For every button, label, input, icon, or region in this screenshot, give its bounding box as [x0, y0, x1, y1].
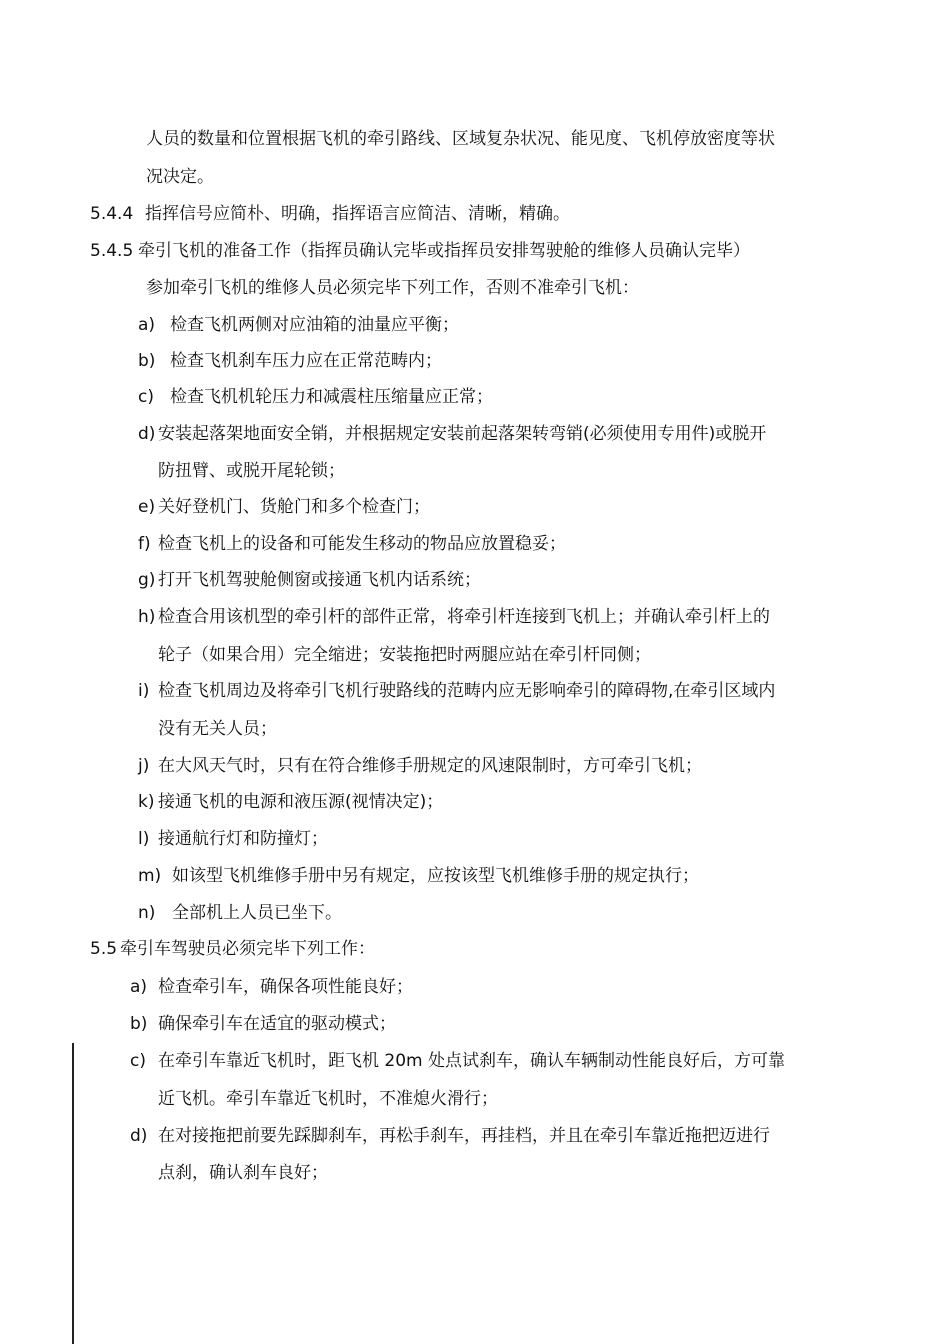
item-label: d)	[138, 424, 156, 444]
item-label: j)	[138, 756, 150, 776]
section-text: 牵引飞机的准备工作（指挥员确认完毕或指挥员安排驾驶舱的维修人员确认完毕）	[138, 241, 750, 261]
item-label: g)	[138, 570, 156, 590]
item-text: 确保牵引车在适宜的驱动模式；	[158, 1014, 396, 1034]
item-label: a)	[130, 977, 148, 997]
item-label: b)	[130, 1014, 148, 1034]
item-label: k)	[138, 792, 155, 812]
item-label: a)	[138, 315, 156, 335]
list-item-continuation: 防扭臂、或脱开尾轮锁；	[158, 461, 345, 481]
item-label: m)	[138, 866, 162, 886]
section-intro: 参加牵引飞机的维修人员必须完毕下列工作，否则不准牵引飞机：	[146, 278, 639, 298]
item-text: 检查飞机上的设备和可能发生移动的物品应放置稳妥；	[158, 534, 566, 554]
item-text: 接通飞机的电源和液压源(视情决定)；	[158, 792, 444, 812]
item-label: f)	[138, 534, 151, 554]
item-text: 检查飞机刹车压力应在正常范畴内；	[170, 351, 442, 371]
item-text: 在对接拖把前要先踩脚刹车，再松手刹车，再挂档，并且在牵引车靠近拖把迈进行	[158, 1126, 770, 1146]
section-number: 5.5	[90, 939, 118, 959]
item-text: 检查牵引车，确保各项性能良好；	[158, 977, 413, 997]
item-label: b)	[138, 351, 156, 371]
item-label: c)	[138, 387, 154, 407]
revision-bar	[72, 1043, 74, 1344]
item-label: h)	[138, 607, 156, 627]
item-text: 接通航行灯和防撞灯；	[158, 829, 328, 849]
item-label: d)	[130, 1126, 148, 1146]
item-text: 检查飞机两侧对应油箱的油量应平衡；	[170, 315, 459, 335]
item-text: 如该型飞机维修手册中另有规定，应按该型飞机维修手册的规定执行；	[172, 866, 699, 886]
item-text: 打开飞机驾驶舱侧窗或接通飞机内话系统；	[158, 570, 481, 590]
list-item-continuation: 没有无关人员；	[158, 719, 277, 739]
list-item-continuation: 点刹，确认刹车良好；	[158, 1163, 328, 1183]
item-label: i)	[138, 681, 150, 701]
section-text: 指挥信号应简朴、明确，指挥语言应简洁、清晰，精确。	[145, 204, 570, 224]
item-text: 检查合用该机型的牵引杆的部件正常，将牵引杆连接到飞机上；并确认牵引杆上的	[158, 607, 770, 627]
item-text: 在大风天气时，只有在符合维修手册规定的风速限制时，方可牵引飞机；	[158, 756, 702, 776]
item-label: n)	[138, 903, 156, 923]
paragraph-line: 人员的数量和位置根据飞机的牵引路线、区域复杂状况、能见度、飞机停放密度等状	[146, 129, 775, 149]
list-item-continuation: 近飞机。牵引车靠近飞机时，不准熄火滑行；	[158, 1089, 498, 1109]
item-text: 检查飞机周边及将牵引飞机行驶路线的范畴内应无影响牵引的障碍物,在牵引区域内	[158, 681, 776, 701]
item-text: 全部机上人员已坐下。	[172, 903, 342, 923]
section-text: 牵引车驾驶员必须完毕下列工作：	[120, 939, 375, 959]
paragraph-line: 况决定。	[146, 167, 214, 187]
item-text: 在牵引车靠近飞机时，距飞机 20m 处点试刹车，确认车辆制动性能良好后，方可靠	[158, 1051, 785, 1071]
list-item-continuation: 轮子（如果合用）完全缩进；安装拖把时两腿应站在牵引杆同侧；	[158, 645, 651, 665]
item-label: l)	[138, 829, 150, 849]
item-text: 关好登机门、货舱门和多个检查门；	[158, 497, 430, 517]
item-text: 安装起落架地面安全销，并根据规定安装前起落架转弯销(必须使用专用件)或脱开	[158, 424, 767, 444]
item-text: 检查飞机机轮压力和减震柱压缩量应正常；	[170, 387, 493, 407]
section-number: 5.4.4	[90, 204, 134, 224]
item-label: e)	[138, 497, 156, 517]
item-label: c)	[130, 1051, 146, 1071]
section-number: 5.4.5	[90, 241, 134, 261]
